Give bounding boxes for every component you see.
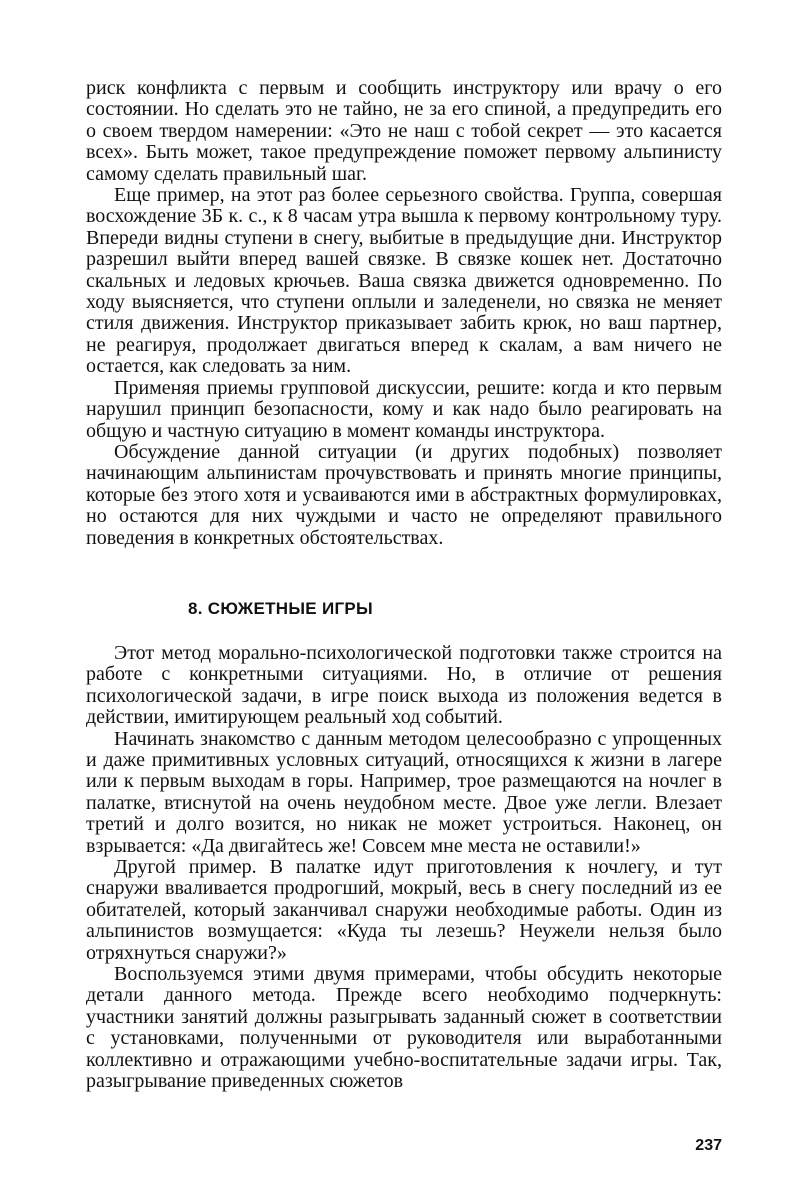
section-heading: 8. СЮЖЕТНЫЕ ИГРЫ (188, 598, 373, 618)
page-body (86, 78, 722, 1092)
paragraph-1: риск конфликта с первым и сообщить инструктору или врачу о его состоянии. Но сделать это не тайно, не за его спиной, а предупредить его о своем твердом намерении: «Это не наш с тобой секрет — это касается всех». Быть может, такое предупреждение поможет первому альпинисту самому сделать правильный шаг. (86, 77, 722, 185)
paragraph-4: Обсуждение данной ситуации (и других подобных) позволяет начинающим альпинистам прочувствовать и принять многие принципы, которые без этого хотя и усваиваются ими в абстрактных формулировках, но остаются для них чуждыми и часто не определяют правильного поведения в конкретных обстоятельствах. (86, 440, 722, 549)
page-number: 237 (695, 1137, 722, 1154)
paragraph-3: Применяя приемы групповой дискуссии, решите: когда и кто первым нарушил принцип безопасности, кому и как надо было реагировать на общую и частную ситуацию в момент команды инструктора. (86, 376, 722, 442)
paragraph-7: Другой пример. В палатке идут приготовления к ночлегу, и тут снаружи вваливается продрогший, мокрый, весь в снегу последний из ее обитателей, который заканчивал снаружи необходимые работы. Один из альпинистов возмущается: «Куда ты лезешь? Неужели нельзя было отряхнуться снаружи?» (86, 856, 722, 964)
paragraph-5: Этот метод морально-психологической подготовки также строится на работе с конкретными ситуациями. Но, в отличие от решения психологической задачи, в игре поиск выхода из положения ведется в действии, имитирующем реальный ход событий. (86, 641, 722, 729)
paragraph-8: Воспользуемся этими двумя примерами, чтобы обсудить некоторые детали данного метода. Прежде всего необходимо подчеркнуть: участники занятий должны разыгрывать заданный сюжет в соответствии с установками, полученными от руководителя или выработанными коллективно и отражающими учебно-воспитательные задачи игры. Так, разыгрывание приведенных сюжетов (86, 963, 722, 1093)
paragraph-2: Еще пример, на этот раз более серьезного свойства. Группа, совершая восхождение 3Б к. с., к 8 часам утра вышла к первому контрольному туру. Впереди видны ступени в снегу, выбитые в предыдущие дни. Инструктор разрешил выйти вперед вашей связке. В связке кошек нет. Достаточно скальных и ледовых крючьев. Ваша связка движется одновременно. По ходу выясняется, что ступени оплыли и заледенели, но связка не меняет стиля движения. Инструктор приказывает забить крюк, но ваш партнер, не реагируя, продолжает двигаться вперед к скалам, а вам ничего не остается, как следовать за ним. (86, 184, 722, 378)
paragraph-6: Начинать знакомство с данным методом целесообразно с упрощенных и даже примитивных условных ситуаций, относящихся к жизни в лагере или к первым выходам в горы. Например, трое размещаются на ночлег в палатке, втиснутой на очень неудобном месте. Двое уже легли. Влезает третий и долго возится, но никак не может устроиться. Наконец, он взрывается: «Да двигайтесь же! Совсем мне места не оставили!» (86, 727, 722, 857)
